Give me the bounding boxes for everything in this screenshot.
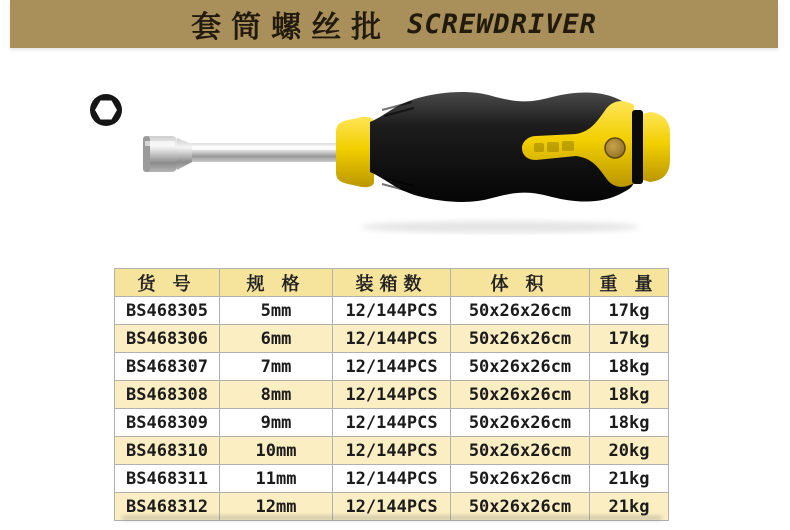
cell-volume: 50x26x26cm [451, 437, 590, 465]
col-header-size: 规 格 [220, 269, 333, 297]
end-band [632, 110, 643, 184]
cell-packing-qty: 12/144PCS [333, 437, 451, 465]
cell-weight: 20kg [590, 437, 669, 465]
cell-weight: 18kg [590, 353, 669, 381]
title-banner [10, 0, 778, 48]
product-shadow [360, 221, 640, 233]
cell-size: 12mm [220, 493, 333, 521]
table-row [115, 325, 669, 353]
cell-weight: 17kg [590, 297, 669, 325]
spec-table-body [115, 297, 669, 521]
cell-size: 7mm [220, 353, 333, 381]
shaft [174, 143, 344, 162]
cell-item-no: BS468309 [115, 409, 220, 437]
col-header-weight: 重 量 [590, 269, 669, 297]
table-row [115, 437, 669, 465]
cell-volume: 50x26x26cm [451, 353, 590, 381]
table-row [115, 353, 669, 381]
cell-weight: 21kg [590, 493, 669, 521]
cell-volume: 50x26x26cm [451, 409, 590, 437]
lanyard-hole [605, 138, 625, 158]
cell-item-no: BS468310 [115, 437, 220, 465]
cell-volume: 50x26x26cm [451, 297, 590, 325]
cell-size: 6mm [220, 325, 333, 353]
cell-size: 5mm [220, 297, 333, 325]
table-row [115, 409, 669, 437]
cell-item-no: BS468311 [115, 465, 220, 493]
cell-volume: 50x26x26cm [451, 465, 590, 493]
screwdriver-image [130, 80, 675, 235]
cell-volume: 50x26x26cm [451, 325, 590, 353]
cell-packing-qty: 12/144PCS [333, 409, 451, 437]
cell-weight: 21kg [590, 465, 669, 493]
table-row [115, 465, 669, 493]
col-header-item-no: 货 号 [115, 269, 220, 297]
handle-collar [336, 117, 374, 187]
cell-volume: 50x26x26cm [451, 493, 590, 521]
cell-size: 11mm [220, 465, 333, 493]
end-cap [643, 112, 670, 182]
cell-item-no: BS468306 [115, 325, 220, 353]
hex-socket-icon [86, 90, 126, 130]
cell-weight: 17kg [590, 325, 669, 353]
cell-size: 8mm [220, 381, 333, 409]
col-header-packing-qty: 装箱数 [333, 269, 451, 297]
spec-table [114, 268, 669, 521]
table-row [115, 297, 669, 325]
cell-packing-qty: 12/144PCS [333, 381, 451, 409]
table-row [115, 381, 669, 409]
cell-volume: 50x26x26cm [451, 381, 590, 409]
cell-weight: 18kg [590, 381, 669, 409]
cell-item-no: BS468305 [115, 297, 220, 325]
table-drop-shadow [122, 516, 662, 520]
table-header-row [115, 269, 669, 297]
page-title-chinese: 套筒螺丝批 [191, 11, 392, 44]
cell-packing-qty: 12/144PCS [333, 465, 451, 493]
page-title-english: SCREWDRIVER [407, 8, 597, 40]
cell-size: 9mm [220, 409, 333, 437]
cell-packing-qty: 12/144PCS [333, 353, 451, 381]
cell-item-no: BS468308 [115, 381, 220, 409]
cell-weight: 18kg [590, 409, 669, 437]
cell-packing-qty: 12/144PCS [333, 325, 451, 353]
col-header-volume: 体 积 [451, 269, 590, 297]
cell-packing-qty: 12/144PCS [333, 493, 451, 521]
cell-size: 10mm [220, 437, 333, 465]
cell-packing-qty: 12/144PCS [333, 297, 451, 325]
cell-item-no: BS468307 [115, 353, 220, 381]
cell-item-no: BS468312 [115, 493, 220, 521]
